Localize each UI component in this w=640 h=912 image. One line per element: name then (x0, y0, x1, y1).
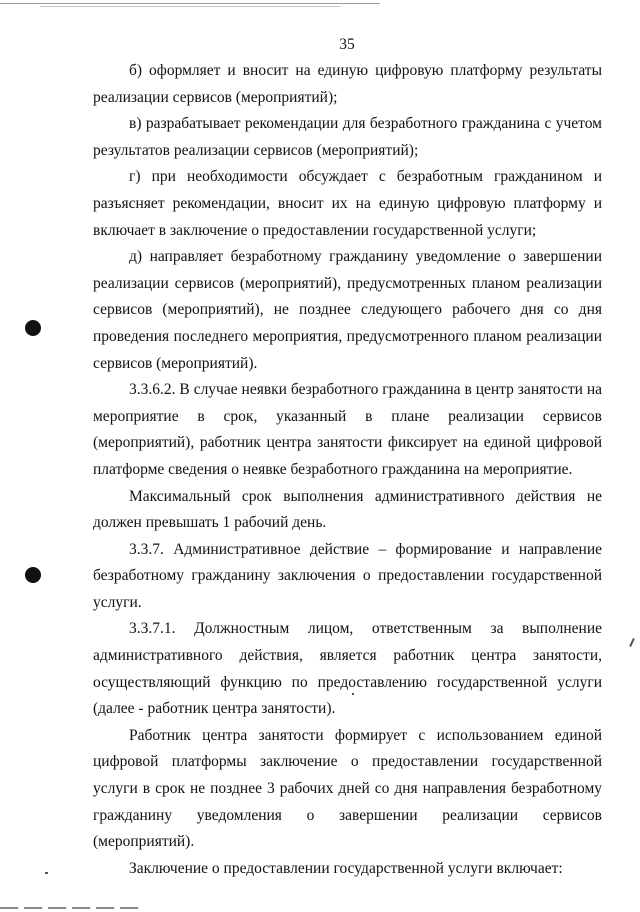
scan-edge-top-secondary (40, 6, 340, 7)
paragraph-conclusion-includes: Заключение о предоставлении государственной услуги включает: (129, 859, 563, 877)
paragraph-3-3-7-1: 3.3.7.1. Должностным лицом, ответственным за выполнение административного действия, является работник центра занятости, осуществляющий функцию по предоставлению государственной услуги (далее - работник центра занятости). (93, 620, 602, 718)
scan-speck (629, 638, 635, 647)
paragraph-max-deadline: Максимальный срок выполнения административного действия не должен превышать 1 рабочий день. (93, 487, 602, 532)
scan-speck (45, 872, 48, 874)
scan-edge-bottom (0, 907, 140, 909)
paragraph-item-v: в) разрабатывает рекомендации для безработного гражданина с учетом результатов реализации сервисов (мероприятий); (93, 115, 602, 159)
paragraph-3-3-7: 3.3.7. Административное действие – формирование и направление безработному гражданину заключения о предоставлении государственной услуги. (93, 540, 602, 611)
binder-hole-upper (25, 320, 41, 336)
paragraph-item-b: б) оформляет и вносит на единую цифровую платформу результаты реализации сервисов (мероприятий); (93, 62, 602, 106)
paragraph-conclusion-formation: Работник центра занятости формирует с использованием единой цифровой платформы заключение о предоставлении государственной услуги в срок не позднее 3 рабочих дней со дня направления безработному гражданину уведомления о завершении реализации сервисов (мероприятий). (93, 726, 602, 851)
scan-edge-top (0, 3, 380, 4)
binder-hole-lower (25, 567, 41, 583)
paragraph-item-d: д) направляет безработному гражданину уведомление о завершении реализации сервисов (мероприятий), предусмотренных планом реализации сервисов (мероприятий), не позднее следующего рабочего дня со дня проведения последнего мероприятия, предусмотренного планом реализации сервисов (мероприятий). (93, 248, 602, 372)
page-number: 35 (339, 36, 355, 53)
paragraph-item-g: г) при необходимости обсуждает с безработным гражданином и разъясняет рекомендации, вносит их на единую цифровую платформу и включает в заключение о предоставлении государственной услуги; (93, 168, 602, 239)
paragraph-3-3-6-2: 3.3.6.2. В случае неявки безработного гражданина в центр занятости на мероприятие в срок, указанный в плане реализации сервисов (мероприятий), работник центра занятости фиксирует на единой цифровой платформе сведения о неявке безработного гражданина на мероприятие. (93, 381, 602, 478)
document-body (93, 58, 602, 882)
